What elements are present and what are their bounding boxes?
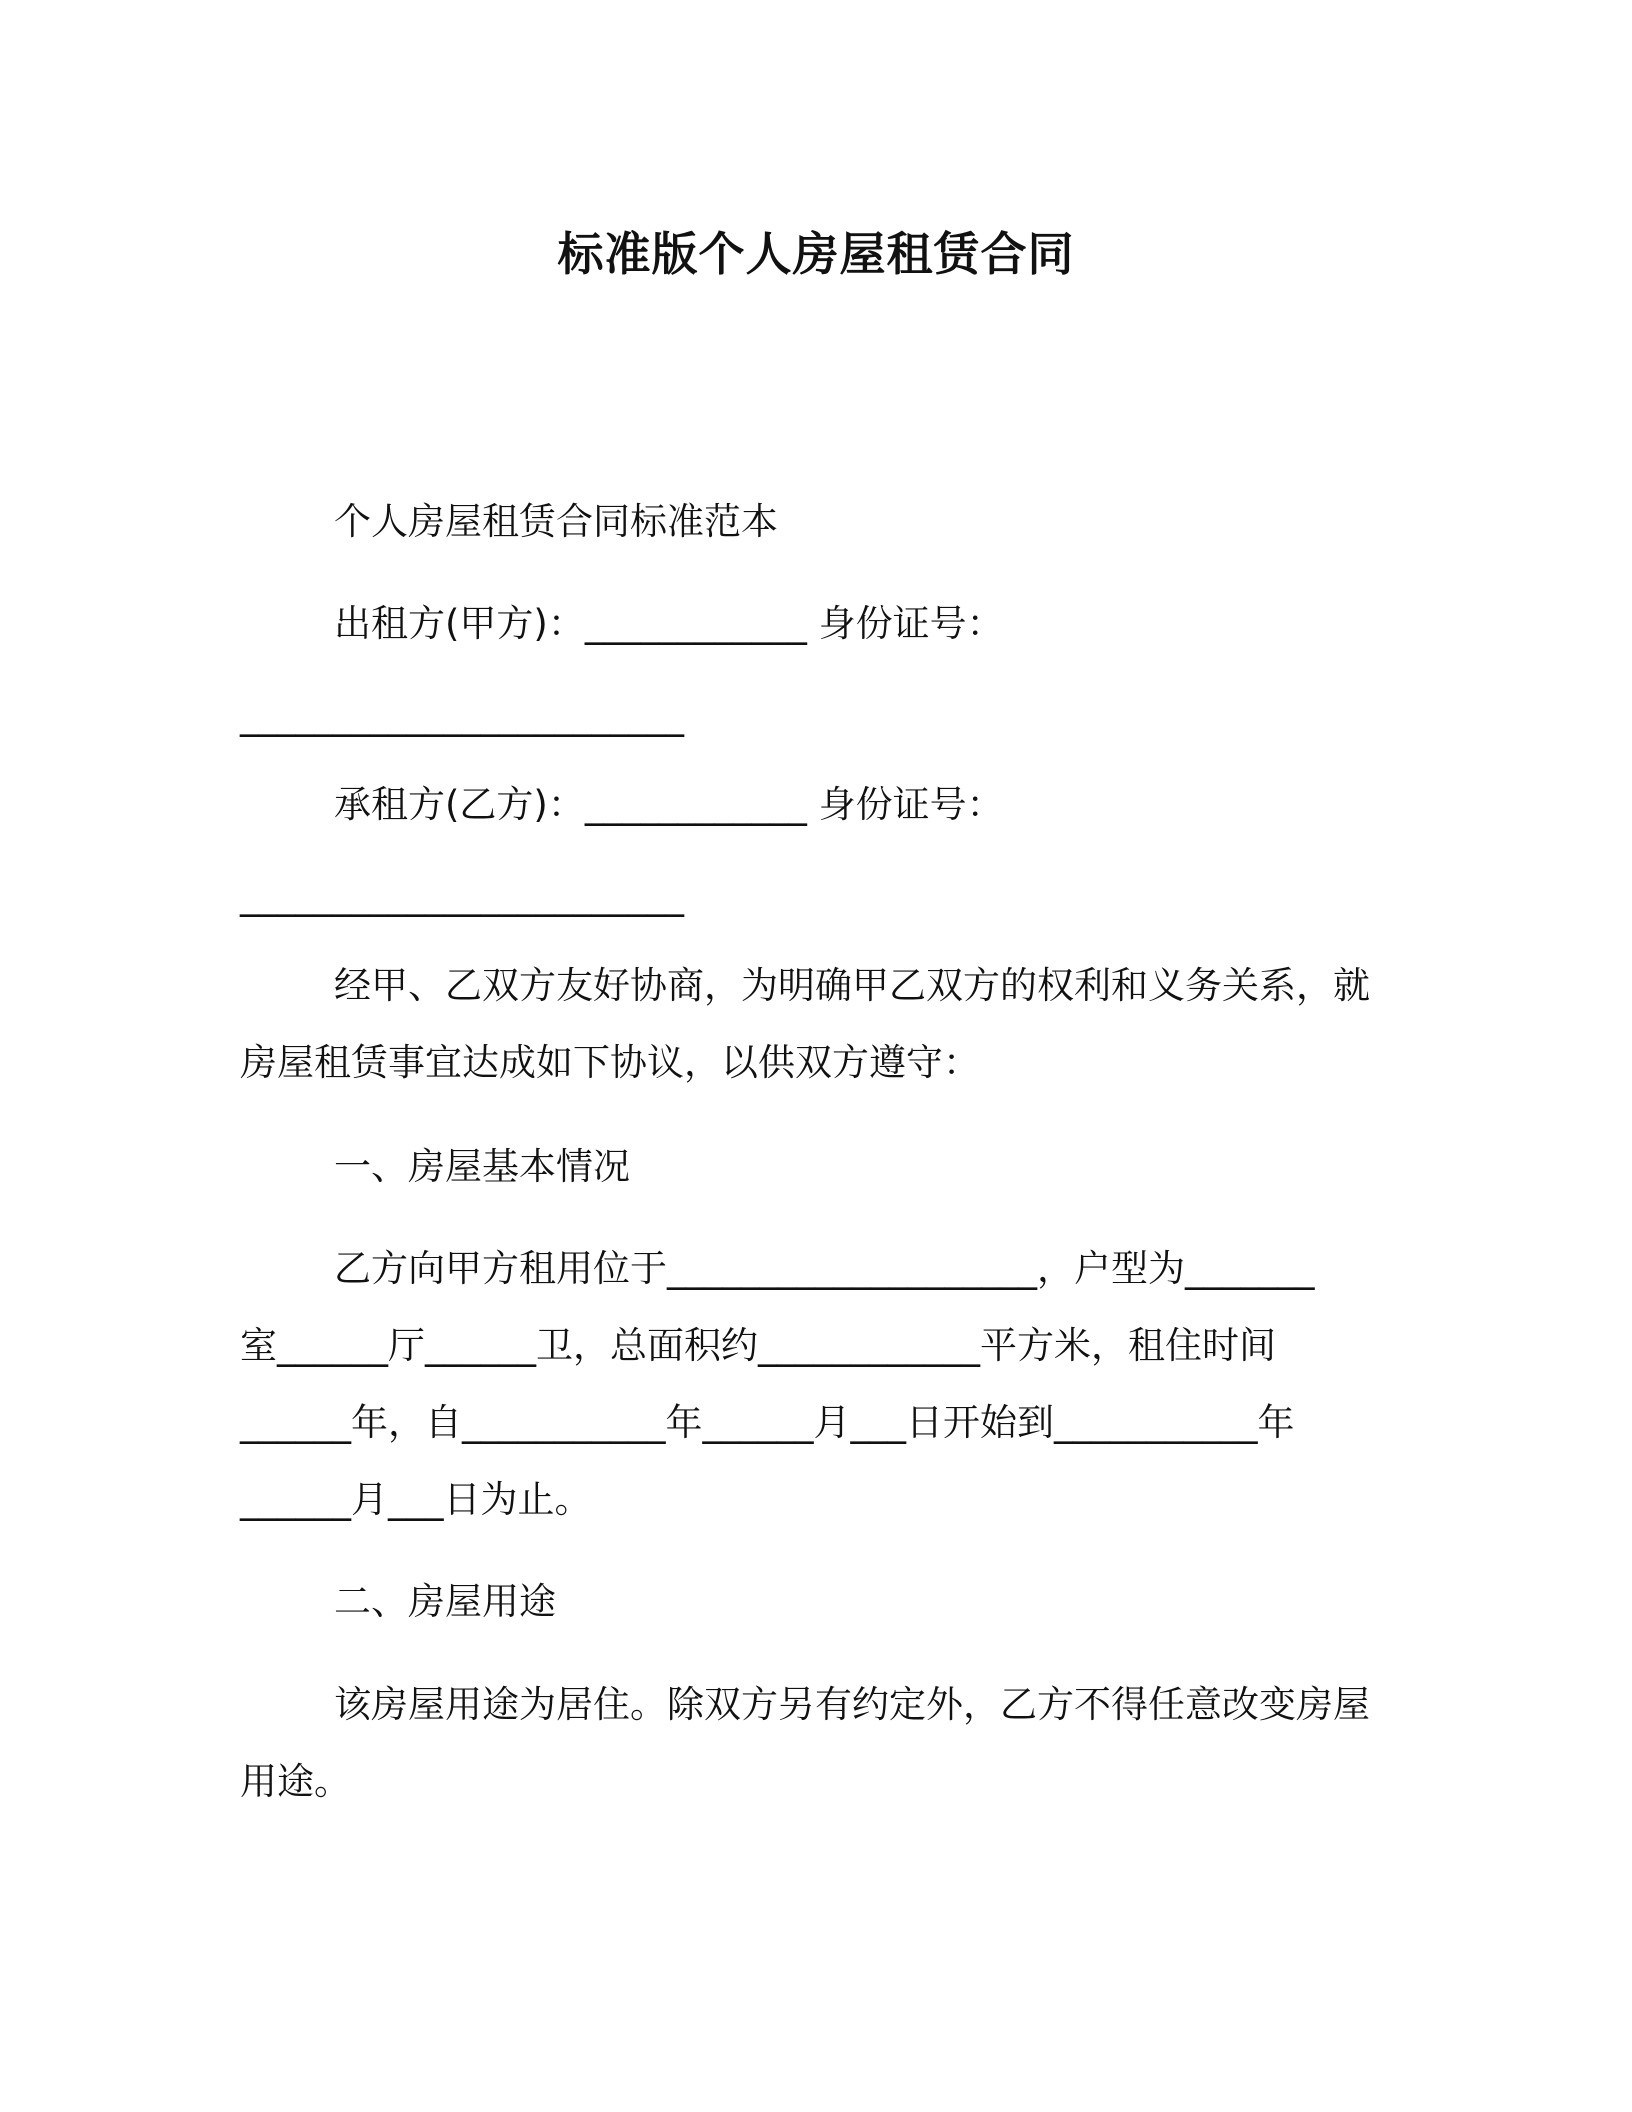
lessee-id-blank: ________________________ — [240, 874, 684, 917]
preamble-line: 房屋租赁事宜达成如下协议，以供双方遵守： — [240, 1041, 980, 1084]
section-text-line: ______年，自___________年______月___日开始到___________年 — [240, 1401, 1295, 1444]
preamble-line: 经甲、乙双方友好协商，为明确甲乙双方的权利和义务关系，就 — [334, 964, 1370, 1007]
lessor-id-blank: ________________________ — [240, 694, 684, 737]
document-subtitle: 个人房屋租赁合同标准范本 — [334, 500, 778, 543]
lessor-line: 出租方(甲方)：____________ 身份证号： — [334, 602, 1004, 645]
section-text-line: ______月___日为止。 — [240, 1478, 592, 1521]
section-text-line: 用途。 — [240, 1760, 351, 1803]
section-heading: 二、房屋用途 — [334, 1580, 556, 1623]
section-text-line: 室______厅______卫，总面积约____________平方米，租住时间 — [240, 1324, 1276, 1367]
section-text-line: 该房屋用途为居住。除双方另有约定外，乙方不得任意改变房屋 — [334, 1683, 1370, 1726]
lessee-line: 承租方(乙方)：____________ 身份证号： — [334, 783, 1004, 826]
document-title: 标准版个人房屋租赁合同 — [557, 227, 1075, 281]
section-heading: 一、房屋基本情况 — [334, 1145, 630, 1188]
section-text-line: 乙方向甲方租用位于____________________，户型为_______ — [334, 1247, 1315, 1290]
